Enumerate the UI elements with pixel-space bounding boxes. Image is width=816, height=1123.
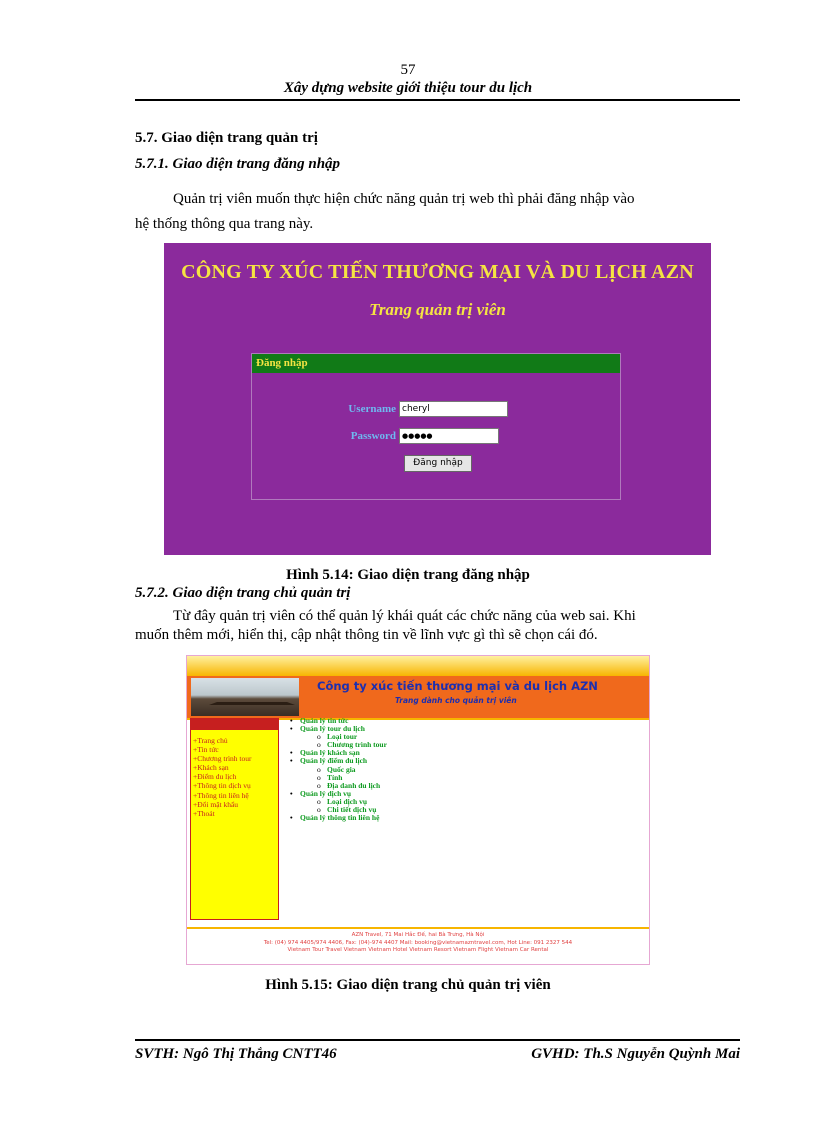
paragraph-line: hệ thống thông qua trang này. xyxy=(135,216,314,232)
temple-photo xyxy=(191,678,299,716)
password-input[interactable]: ●●●●● xyxy=(399,428,499,444)
menu-subitem[interactable]: o Quốc gia xyxy=(290,766,387,774)
menu-item[interactable]: • Quản lý khách sạn xyxy=(290,749,387,757)
admin-footer xyxy=(187,932,649,955)
footer-rule xyxy=(135,1039,740,1041)
admin-footer-contact: Tel: (04) 974 4405/974 4406, Fax: (04)-974 4407 Mail: booking@vietnamazntravel.com, Hot Line: 091 2327 544 xyxy=(263,939,573,946)
paragraph-line: Từ đây quản trị viên có thể quản lý khái quát các chức năng của web sai. Khi xyxy=(173,608,636,624)
subsection-heading-admin-home: 5.7.2. Giao diện trang chủ quản trị xyxy=(135,585,351,601)
login-box xyxy=(251,353,621,500)
admin-top-bar xyxy=(187,656,649,676)
password-row xyxy=(252,428,620,446)
figure-caption: Hình 5.15: Giao diện trang chủ quản trị viên xyxy=(265,977,551,993)
password-label: Password xyxy=(350,430,396,442)
admin-home-screenshot xyxy=(186,655,650,965)
sidebar-item-change-password[interactable]: +Đổi mật khẩu xyxy=(193,799,239,809)
menu-item[interactable]: • Quản lý điểm du lịch xyxy=(290,757,387,765)
paragraph-line: muốn thêm mới, hiển thị, cập nhật thông tin về lĩnh vực gì thì sẽ chọn cái đó. xyxy=(135,627,598,643)
sidebar-item-home[interactable]: +Trang chủ xyxy=(193,736,228,745)
sidebar-item-news[interactable]: +Tin tức xyxy=(193,745,219,755)
admin-footer-address: AZN Travel, 71 Mai Hắc Đế, hai Bà Trưng, Hà Nội xyxy=(351,932,485,938)
sidebar-item-contact-info[interactable]: +Thông tin liên hệ xyxy=(193,790,249,800)
login-company-title: CÔNG TY XÚC TIẾN THƯƠNG MẠI VÀ DU LỊCH AZN xyxy=(181,261,694,283)
username-label: Username xyxy=(348,403,396,415)
menu-subitem[interactable]: o Chi tiết dịch vụ xyxy=(290,806,387,814)
username-row xyxy=(252,401,620,419)
footer-student: SVTH: Ngô Thị Thắng CNTT46 xyxy=(135,1046,337,1062)
admin-footer-divider xyxy=(187,927,649,929)
menu-item[interactable]: • Quản lý thông tin liên hệ xyxy=(290,814,387,822)
menu-item[interactable]: • Quản lý dịch vụ xyxy=(290,790,387,798)
menu-subitem[interactable]: o Loại dịch vụ xyxy=(290,798,387,806)
menu-subitem[interactable]: o Loại tour xyxy=(290,733,387,741)
login-button[interactable]: Đăng nhập xyxy=(404,455,472,472)
menu-subitem[interactable]: o Chương trình tour xyxy=(290,741,387,749)
login-screenshot xyxy=(164,243,711,555)
sidebar-item-logout[interactable]: +Thoát xyxy=(193,808,215,818)
menu-item[interactable]: • Quản lý tour du lịch xyxy=(290,725,387,733)
menu-item[interactable]: • Quản lý tin tức xyxy=(290,717,387,725)
sidebar-nav xyxy=(193,736,278,818)
login-admin-title: Trang quản trị viên xyxy=(369,300,506,319)
admin-subtitle: Trang dành cho quản trị viên xyxy=(395,696,517,705)
admin-function-menu xyxy=(290,717,387,822)
menu-subitem[interactable]: o Địa danh du lịch xyxy=(290,782,387,790)
sidebar-item-service-info[interactable]: +Thông tin dịch vụ xyxy=(193,781,251,791)
sidebar-item-destinations[interactable]: +Điểm du lịch xyxy=(193,772,237,782)
menu-subitem[interactable]: o Tỉnh xyxy=(290,774,387,782)
sidebar-header-bar xyxy=(191,719,278,730)
admin-sidebar xyxy=(190,718,279,920)
running-title: Xây dựng website giới thiệu tour du lịch xyxy=(283,80,533,96)
admin-company-title: Công ty xúc tiến thương mại và du lịch AZN xyxy=(317,679,598,693)
footer-advisor: GVHD: Th.S Nguyễn Quỳnh Mai xyxy=(531,1046,740,1062)
sidebar-item-tour-program[interactable]: +Chương trình tour xyxy=(193,754,252,764)
username-input[interactable]: cheryl xyxy=(399,401,508,417)
section-heading: 5.7. Giao diện trang quản trị xyxy=(135,130,318,146)
paragraph-line: Quản trị viên muốn thực hiện chức năng quản trị web thì phải đăng nhập vào xyxy=(173,191,635,207)
admin-banner xyxy=(187,676,649,718)
temple-roof-shape xyxy=(209,686,295,705)
subsection-heading-login: 5.7.1. Giao diện trang đăng nhập xyxy=(135,156,341,172)
admin-footer-links: Vietnam Tour Travel Vietnam Vietnam Hotel Vietnam Resort Vietnam Flight Vietnam Car Rental xyxy=(287,947,549,953)
figure-caption: Hình 5.14: Giao diện trang đăng nhập xyxy=(286,567,530,583)
sidebar-item-hotel[interactable]: +Khách sạn xyxy=(193,763,229,773)
login-box-header: Đăng nhập xyxy=(252,354,620,373)
page-number: 57 xyxy=(400,62,416,78)
header-rule xyxy=(135,99,740,101)
